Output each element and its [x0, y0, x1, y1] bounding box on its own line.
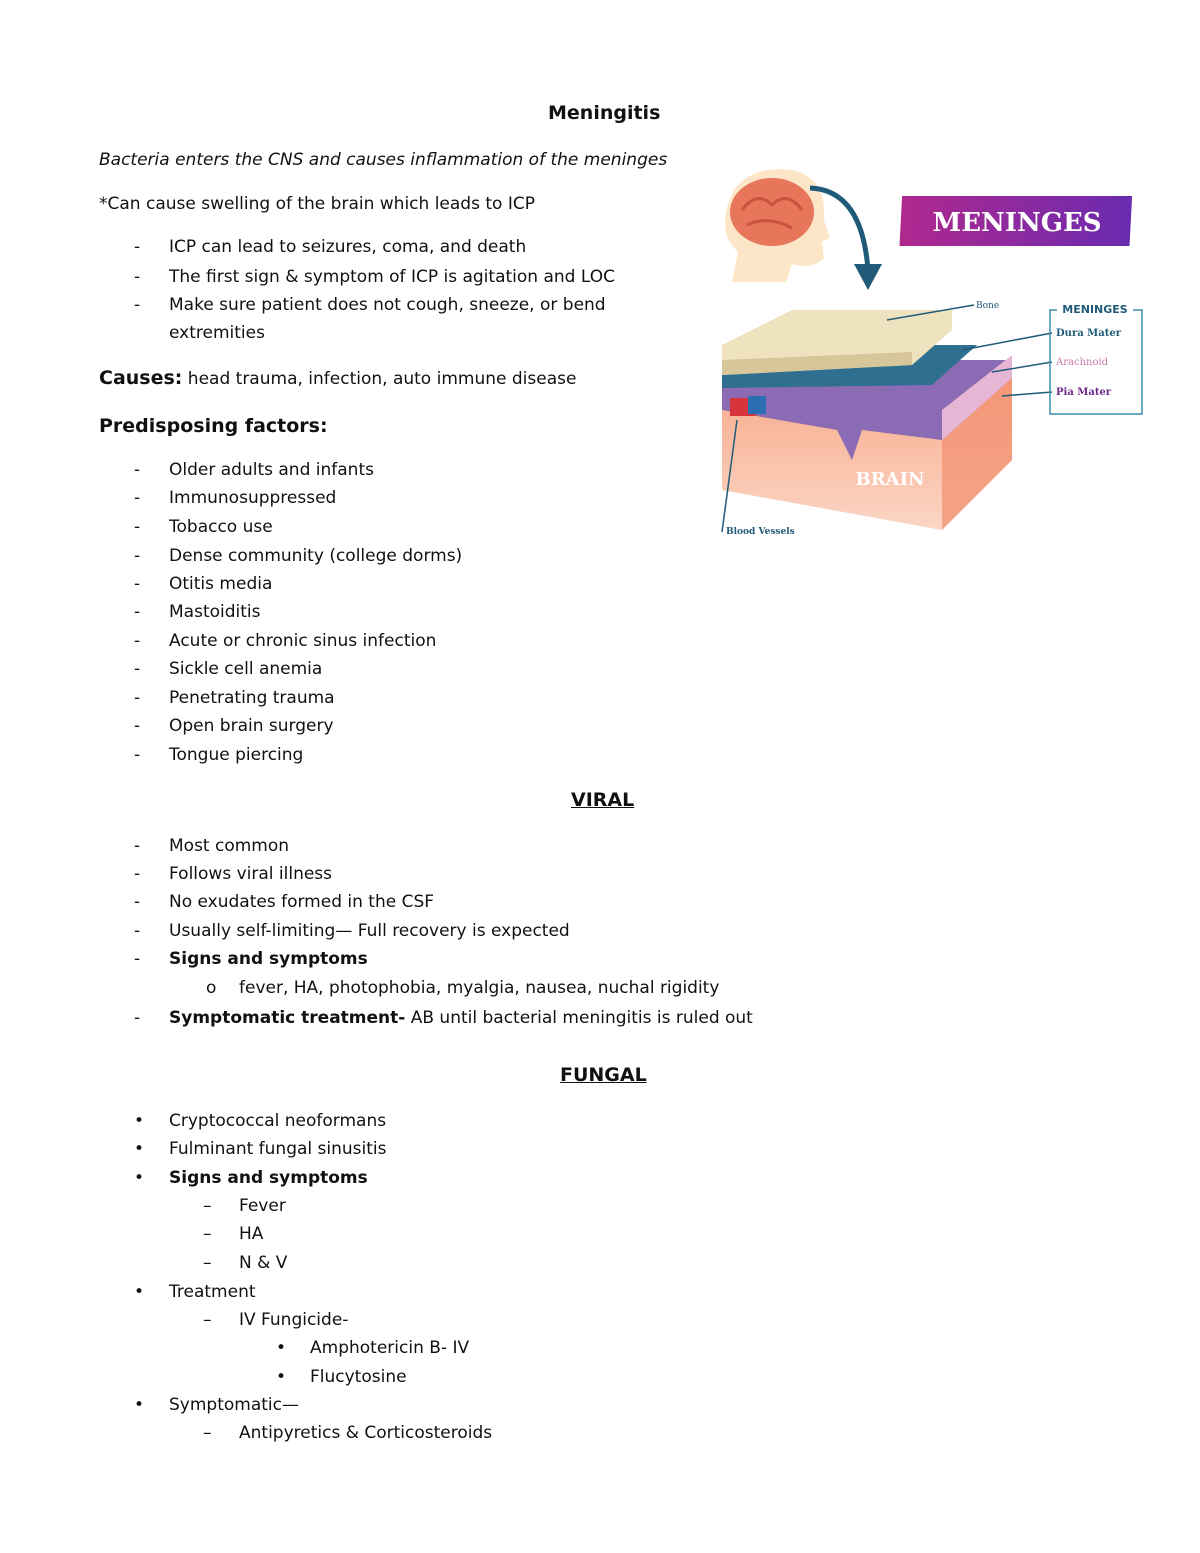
predisposing-item: Older adults and infants	[169, 460, 374, 480]
banner-text: MENINGES	[932, 208, 1102, 238]
list-item: The first sign & symptom of ICP is agitation and LOC	[169, 267, 615, 287]
intro-text: Bacteria enters the CNS and causes inflammation of the meninges	[99, 150, 668, 170]
causes-text: head trauma, infection, auto immune disease	[182, 369, 577, 389]
list-dash: -	[134, 237, 141, 257]
bullet: •	[134, 1139, 145, 1159]
list-dash: -	[134, 517, 141, 537]
predisposing-item: Otitis media	[169, 574, 273, 594]
legend-title: MENINGES	[1062, 303, 1128, 316]
viral-treatment-label: Symptomatic treatment-	[169, 1008, 406, 1028]
fungal-item: Fulminant fungal sinusitis	[169, 1139, 387, 1159]
list-dash: -	[134, 864, 141, 884]
list-dash: -	[134, 659, 141, 679]
viral-treatment-line	[169, 1007, 753, 1029]
fungal-symptomatic-label: Symptomatic—	[169, 1395, 299, 1415]
viral-item: No exudates formed in the CSF	[169, 892, 435, 912]
sub-dash: –	[203, 1423, 212, 1443]
bullet: •	[134, 1111, 145, 1131]
predisposing-item: Acute or chronic sinus infection	[169, 631, 437, 651]
viral-signs-label: Signs and symptoms	[169, 949, 368, 969]
viral-item: Most common	[169, 836, 290, 856]
fungal-iv-label: IV Fungicide-	[239, 1310, 349, 1330]
fungal-sign: Fever	[239, 1196, 286, 1216]
brain-label: BRAIN	[855, 469, 925, 490]
viral-item: Usually self-limiting— Full recovery is expected	[169, 921, 570, 941]
meninges-illustration	[712, 160, 1152, 550]
causes-line	[99, 367, 576, 390]
predisposing-item: Tongue piercing	[169, 745, 304, 765]
meninges-figure	[712, 160, 1152, 550]
list-dash: -	[134, 1008, 141, 1028]
predisposing-item: Dense community (college dorms)	[169, 546, 463, 566]
bullet: •	[276, 1367, 287, 1387]
list-dash: -	[134, 488, 141, 508]
bullet: •	[134, 1282, 145, 1302]
fungal-signs-label: Signs and symptoms	[169, 1168, 368, 1188]
list-dash: -	[134, 745, 141, 765]
list-dash: -	[134, 688, 141, 708]
list-dash: -	[134, 921, 141, 941]
predisposing-item: Mastoiditis	[169, 602, 261, 622]
list-dash: -	[134, 716, 141, 736]
fungal-item: Cryptococcal neoformans	[169, 1111, 387, 1131]
fungal-drug: Flucytosine	[310, 1367, 407, 1387]
predisposing-item: Sickle cell anemia	[169, 659, 323, 679]
legend-pia: Pia Mater	[1056, 387, 1112, 398]
list-dash: -	[134, 631, 141, 651]
list-dash: -	[134, 295, 141, 315]
predisposing-heading: Predisposing factors:	[99, 415, 328, 437]
list-dash: -	[134, 460, 141, 480]
list-dash: -	[134, 574, 141, 594]
list-item: Make sure patient does not cough, sneeze, or bend	[169, 295, 606, 315]
viral-item: Follows viral illness	[169, 864, 333, 884]
sub-dash: –	[203, 1224, 212, 1244]
fungal-symptomatic-detail: Antipyretics & Corticosteroids	[239, 1423, 493, 1443]
fungal-sign: HA	[239, 1224, 264, 1244]
legend-arachnoid: Arachnoid	[1056, 357, 1109, 368]
bullet: •	[276, 1338, 287, 1358]
legend-dura: Dura Mater	[1056, 328, 1121, 339]
predisposing-item: Open brain surgery	[169, 716, 334, 736]
viral-signs-detail: fever, HA, photophobia, myalgia, nausea, nuchal rigidity	[239, 978, 720, 998]
fungal-drug: Amphotericin B- IV	[310, 1338, 470, 1358]
page-title: Meningitis	[548, 102, 661, 124]
predisposing-item: Immunosuppressed	[169, 488, 337, 508]
list-dash: -	[134, 546, 141, 566]
list-dash: -	[134, 602, 141, 622]
sub-dash: –	[203, 1310, 212, 1330]
list-item: ICP can lead to seizures, coma, and death	[169, 237, 527, 257]
bone-label: Bone	[976, 301, 1000, 311]
predisposing-item: Tobacco use	[169, 517, 273, 537]
viral-treatment-text: AB until bacterial meningitis is ruled out	[405, 1008, 753, 1028]
arrowhead-icon	[854, 264, 882, 290]
bullet: •	[134, 1168, 145, 1188]
sub-dash: –	[203, 1196, 212, 1216]
fungal-treatment-label: Treatment	[169, 1282, 256, 1302]
predisposing-item: Penetrating trauma	[169, 688, 335, 708]
causes-label: Causes:	[99, 367, 183, 389]
sub-bullet: o	[206, 978, 217, 998]
bullet: •	[134, 1395, 145, 1415]
list-dash: -	[134, 836, 141, 856]
vessels-label: Blood Vessels	[726, 527, 795, 537]
viral-heading: VIRAL	[571, 789, 635, 811]
list-dash: -	[134, 892, 141, 912]
list-dash: -	[134, 267, 141, 287]
fungal-heading: FUNGAL	[560, 1064, 647, 1086]
list-dash: -	[134, 949, 141, 969]
note-text: *Can cause swelling of the brain which leads to ICP	[99, 194, 535, 214]
list-item-continuation: extremities	[169, 323, 265, 343]
sub-dash: –	[203, 1253, 212, 1273]
fungal-sign: N & V	[239, 1253, 288, 1273]
